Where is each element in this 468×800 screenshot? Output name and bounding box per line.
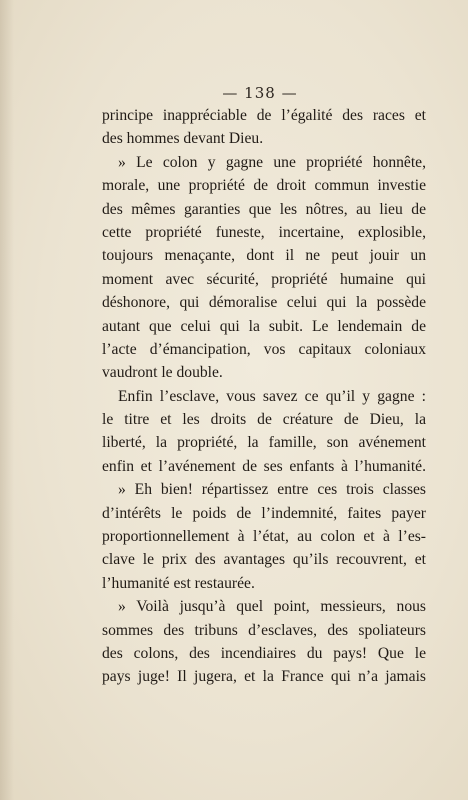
text-line: principe inappréciable de l’égalité des races et	[102, 107, 426, 124]
text-line: » Le colon y gagne une propriété honnête,	[118, 153, 426, 171]
text-line: » Eh bien! répartissez entre ces trois classes	[118, 481, 426, 499]
text-line: cette propriété funeste, incertaine, explosible,	[102, 223, 426, 241]
page-number: — 138 —	[222, 84, 298, 102]
text-line: proportionnellement à l’état, au colon et à l’es-	[102, 528, 426, 546]
text-line: » Voilà jusqu’à quel point, messieurs, nous	[118, 598, 426, 616]
text-line: le titre et les droits de créature de Dieu, la	[102, 411, 426, 429]
text-line: sommes des tribuns d’esclaves, des spoliateurs	[102, 621, 426, 639]
text-line: Enfin l’esclave, vous savez ce qu’il y gagne :	[118, 387, 426, 405]
text-line: liberté, la propriété, la famille, son avénement	[102, 434, 426, 452]
text-line: des mêmes garanties que les nôtres, au lieu de	[102, 200, 426, 218]
text-line: moment avec sécurité, propriété humaine qui	[102, 270, 426, 288]
text-line: enfin et l’avénement de ses enfants à l’humanité.	[102, 457, 426, 475]
text-line: déshonore, qui démoralise celui qui la possède	[102, 294, 426, 312]
text-line: toujours menaçante, dont il ne peut jouir un	[102, 247, 426, 265]
text-line: morale, une propriété de droit commun investie	[102, 177, 426, 195]
text-line: l’humanité est restaurée.	[102, 574, 255, 592]
text-line: des hommes devant Dieu.	[102, 130, 264, 148]
text-line: l’acte d’émancipation, vos capitaux coloniaux	[102, 340, 426, 358]
text-line: des colons, des incendiaires du pays! Que le	[102, 644, 426, 662]
text-line: clave le prix des avantages qu’ils recouvrent, et	[102, 551, 426, 569]
body-text	[102, 104, 426, 689]
text-line: autant que celui qui la subit. Le lendemain de	[102, 317, 426, 335]
spine-shadow	[0, 0, 14, 800]
text-line: vaudront le double.	[102, 364, 223, 382]
text-line: pays juge! Il jugera, et la France qui n’a jamais	[102, 668, 426, 686]
text-line: d’intérêts le poids de l’indemnité, faites payer	[102, 504, 426, 522]
